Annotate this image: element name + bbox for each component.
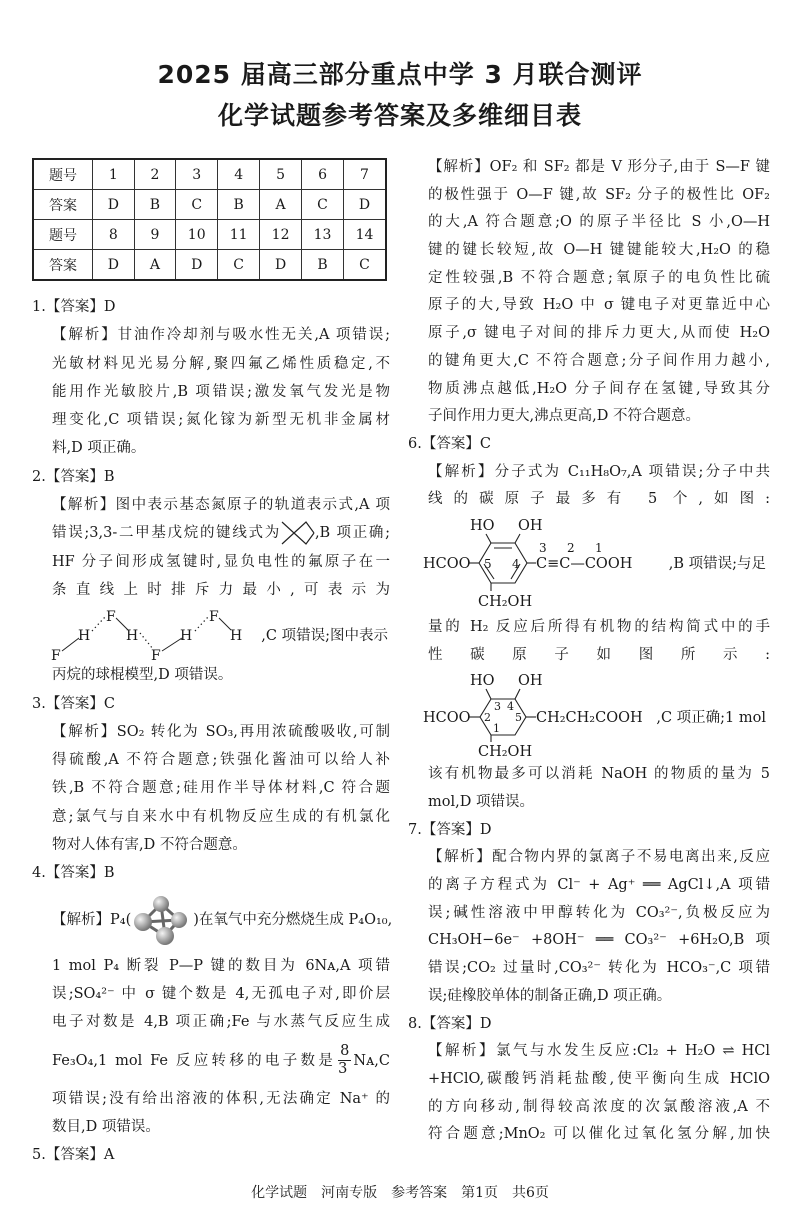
- row-header-cell: 题号: [33, 220, 92, 250]
- explanation-line: 符合题意;MnO₂ 可以催化过氧化氢分解,加快: [428, 1126, 770, 1143]
- answer-line: 7.【答案】D: [408, 821, 492, 838]
- answer-cell: B: [218, 190, 260, 220]
- carbon-number: 3: [539, 540, 547, 555]
- explanation-line: mol,D 项错误。: [428, 794, 534, 810]
- explanation-line: 项错误;没有给出溶液的体积,无法确定 Na⁺ 的: [52, 1090, 390, 1107]
- ho-label: HO: [470, 673, 495, 690]
- explanation-line: 1 mol P₄ 断裂 P—P 键的数目为 6Nᴀ,A 项错: [52, 957, 390, 974]
- explanation-line: 铁,B 不符合题意;硅用作半导体材料,C 符合题: [52, 780, 390, 797]
- atom-label: F: [209, 609, 219, 626]
- explanation-line: 【解析】OF₂ 和 SF₂ 都是 V 形分子,由于 S—F 键: [428, 159, 770, 175]
- text-segment: Fe₃O₄,1 mol Fe 反应转移的电子数是: [52, 1052, 337, 1069]
- answer-cell: D: [344, 190, 387, 220]
- explanation-line: 的大,A 符合题意;O 的原子半径比 S 小,O—H: [428, 214, 770, 231]
- bondline-line: [32, 519, 390, 547]
- hf-line: [32, 604, 390, 661]
- explanation-line: 该有机物最多可以消耗 NaOH 的物质的量为 5: [428, 766, 770, 783]
- answer-cell: 11: [218, 220, 260, 250]
- explanation-line: 的方向移动,制得较高浓度的次氯酸溶液,A 不: [428, 1098, 770, 1115]
- fraction: [338, 1043, 351, 1078]
- ring-number: 4: [512, 556, 520, 571]
- page-footer: 化学试题 河南专版 参考答案 第1页 共6页: [251, 1185, 549, 1201]
- answer-table-row: [33, 250, 386, 281]
- answer-line: 6.【答案】C: [408, 435, 491, 452]
- answer-cell: D: [176, 250, 218, 281]
- explanation-line: 丙烷的球棍模型,D 项错误。: [52, 667, 233, 684]
- answer-cell: 12: [260, 220, 302, 250]
- answer-cell: 9: [134, 220, 176, 250]
- explanation-line: HF 分子间形成氢键时,显负电性的氟原子在一: [52, 553, 390, 570]
- answer-line: 8.【答案】D: [408, 1015, 492, 1032]
- text-segment: ,C 项错误;图中表示: [261, 628, 388, 645]
- explanation-line: 错误;CO₂ 过量时,CO₃²⁻ 转化为 HCO₃⁻,C 项错: [428, 960, 770, 977]
- explanation-line: 【解析】图中表示基态氮原子的轨道表示式,A 项: [52, 497, 390, 514]
- struct2-line: [408, 669, 770, 761]
- explanation-line: 量的 H₂ 反应后所得有机物的结构简式中的手: [428, 618, 770, 635]
- explanation-line: 的键角更大,C 不符合题意;分子间作用力越小,: [428, 352, 770, 369]
- explanation-line: 【解析】分子式为 C₁₁H₈O₇,A 项错误;分子中共: [428, 463, 770, 480]
- document-title: 2025 届高三部分重点中学 3 月联合测评: [157, 60, 643, 89]
- answer-line: 2.【答案】B: [32, 468, 115, 485]
- p4-ball-model-icon: [131, 894, 193, 946]
- ball-line: [32, 888, 393, 952]
- ring-number: 2: [484, 711, 491, 725]
- answer-table: [32, 158, 387, 281]
- structural-formula-1: [408, 514, 770, 614]
- explanation-line: 【解析】甘油作冷却剂与吸水性无关,A 项错误;: [52, 327, 390, 344]
- right-column: [408, 154, 770, 1149]
- carbon-number: 2: [567, 540, 575, 555]
- atom-label: H: [126, 628, 139, 645]
- answer-cell: 14: [344, 220, 387, 250]
- answer-cell: 2: [134, 159, 176, 190]
- answer-cell: 4: [218, 159, 260, 190]
- bond-line-formula-icon: [281, 520, 315, 546]
- text-segment: ,B 项错误;与足: [668, 555, 766, 572]
- ring-number: 5: [515, 711, 522, 725]
- explanation-line: +HClO,碳酸钙消耗盐酸,使平衡向生成 HClO: [428, 1070, 770, 1087]
- text-segment: ,C 项正确;1 mol: [656, 710, 766, 727]
- row-header-cell: 题号: [33, 159, 92, 190]
- explanation-line: 原子的大,导致 H₂O 中 σ 键电子对更靠近中心: [428, 297, 770, 314]
- atom-label: F: [51, 648, 61, 662]
- hcoo-label: HCOO: [423, 555, 471, 572]
- answer-table-row: [33, 159, 386, 190]
- carbon-number: 1: [595, 540, 603, 555]
- fraction-denominator: 3: [338, 1061, 348, 1078]
- struct1-line: [408, 514, 770, 614]
- answer-cell: 3: [176, 159, 218, 190]
- oh-label: OH: [518, 673, 543, 690]
- frac-line: [32, 1037, 390, 1085]
- ring-number: 3: [494, 700, 501, 714]
- explanation-line: 【解析】SO₂ 转化为 SO₃,再用浓硫酸吸收,可制: [52, 723, 390, 740]
- explanation-line: 物质沸点越低,H₂O 分子间存在氢键,导致其分: [428, 380, 770, 397]
- explanation-line: 误;硅橡胶单体的制备正确,D 项正确。: [428, 987, 672, 1004]
- explanation-line: CH₃OH−6e⁻ +8OH⁻ ══ CO₃²⁻ +6H₂O,B 项: [428, 932, 770, 949]
- atom-label: H: [230, 628, 243, 645]
- explanation-line: 能用作光敏胶片,B 项错误;激发氧气发光是物: [52, 383, 390, 400]
- answer-table-row: [33, 220, 386, 250]
- atom-label: F: [106, 609, 116, 626]
- row-header-cell: 答案: [33, 190, 92, 220]
- answer-line: 5.【答案】A: [32, 1147, 115, 1164]
- text-segment: ,B 项正确;: [314, 525, 390, 542]
- explanation-line: 定性较强,B 不符合题意;氧原子的电负性比硫: [428, 269, 770, 286]
- structural-formula-2: [408, 669, 770, 761]
- explanation-line: 的离子方程式为 Cl⁻ + Ag⁺ ══ AgCl↓,A 项错: [428, 877, 770, 894]
- answer-cell: 1: [92, 159, 134, 190]
- explanation-line: 误;SO₄²⁻ 中 σ 键个数是 4,无孤电子对,即价层: [52, 985, 390, 1002]
- explanation-line: 料,D 项正确。: [52, 440, 146, 457]
- text-segment: )在氧气中充分燃烧生成 P₄O₁₀,: [193, 911, 393, 928]
- answer-cell: A: [260, 190, 302, 220]
- answer-cell: B: [134, 190, 176, 220]
- explanation-line: 物对人体有害,D 不符合题意。: [52, 837, 247, 854]
- explanation-line: 性碳原子如图所示:: [428, 646, 770, 663]
- explanation-line: 意;氯气与自来水中有机物反应生成的有机氯化: [52, 808, 390, 825]
- answer-cell: D: [92, 190, 134, 220]
- explanation-line: 电子对数是 4,B 项正确;Fe 与水蒸气反应生成: [52, 1014, 390, 1031]
- hf-hydrogen-bond-diagram: [32, 604, 390, 661]
- answer-cell: 6: [302, 159, 344, 190]
- ch2oh-label: CH₂OH: [478, 744, 533, 761]
- text-segment: 【解析】P₄(: [52, 911, 132, 928]
- answer-cell: D: [260, 250, 302, 281]
- explanation-line: 子间作用力更大,沸点更高,D 不符合题意。: [428, 408, 700, 425]
- chain-label: CH₂CH₂COOH: [536, 710, 643, 727]
- answer-cell: 10: [176, 220, 218, 250]
- row-header-cell: 答案: [33, 250, 92, 281]
- text-segment: Nᴀ,C: [353, 1052, 390, 1069]
- explanation-line: 【解析】氯气与水发生反应:Cl₂ + H₂O ⇌ HCl: [428, 1043, 770, 1060]
- text-segment: 错误;3,3-二甲基戊烷的键线式为: [52, 525, 281, 542]
- explanation-line: 的极性强于 O—F 键,故 SF₂ 分子的极性比 OF₂: [428, 186, 770, 203]
- explanation-line: 【解析】配合物内界的氯离子不易电离出来,反应: [428, 849, 770, 866]
- answer-table-row: [33, 190, 386, 220]
- atom-label: H: [78, 628, 91, 645]
- answer-cell: 8: [92, 220, 134, 250]
- answer-line: 3.【答案】C: [32, 695, 115, 712]
- oh-label: OH: [518, 517, 543, 534]
- explanation-line: 得硫酸,A 不符合题意;铁强化酱油可以给人补: [52, 752, 390, 769]
- explanation-line: 原子,σ 键电子对间的排斥力更大,从而使 H₂O: [428, 325, 770, 342]
- answer-cell: C: [302, 190, 344, 220]
- explanation-line: 误;碱性溶液中甲醇转化为 CO₃²⁻,负极反应为: [428, 904, 770, 921]
- answer-cell: 7: [344, 159, 387, 190]
- hcoo-label: HCOO: [423, 710, 471, 727]
- atom-label: F: [151, 648, 161, 662]
- answer-cell: B: [302, 250, 344, 281]
- explanation-line: 条直线上时排斥力最小,可表示为: [52, 581, 390, 598]
- ring-number: 5: [484, 556, 492, 571]
- explanation-line: 理变化,C 项错误;氮化镓为新型无机非金属材: [52, 412, 390, 429]
- fraction-numerator: 8: [340, 1043, 350, 1060]
- answer-cell: 5: [260, 159, 302, 190]
- answer-cell: A: [134, 250, 176, 281]
- answer-line: 4.【答案】B: [32, 865, 115, 882]
- answer-cell: C: [344, 250, 387, 281]
- explanation-line: 线的碳原子最多有 5 个,如图:: [428, 491, 770, 508]
- answer-cell: C: [176, 190, 218, 220]
- answer-cell: D: [92, 250, 134, 281]
- ch2oh-label: CH₂OH: [478, 593, 533, 610]
- explanation-line: 键的键长较短,故 O—H 键键能较大,H₂O 的稳: [428, 242, 770, 259]
- explanation-line: 光敏材料见光易分解,聚四氟乙烯性质稳定,不: [52, 355, 390, 372]
- answer-cell: 13: [302, 220, 344, 250]
- answer-cell: C: [218, 250, 260, 281]
- atom-label: H: [180, 628, 193, 645]
- ring-number: 1: [493, 722, 500, 736]
- left-column: [32, 293, 393, 1169]
- chain-label: C≡C—COOH: [536, 555, 633, 572]
- explanation-line: 数目,D 项错误。: [52, 1118, 160, 1135]
- answer-line: 1.【答案】D: [32, 299, 116, 315]
- ring-number: 4: [507, 700, 514, 714]
- document-subtitle: 化学试题参考答案及多维细目表: [217, 101, 582, 130]
- ho-label: HO: [470, 517, 495, 534]
